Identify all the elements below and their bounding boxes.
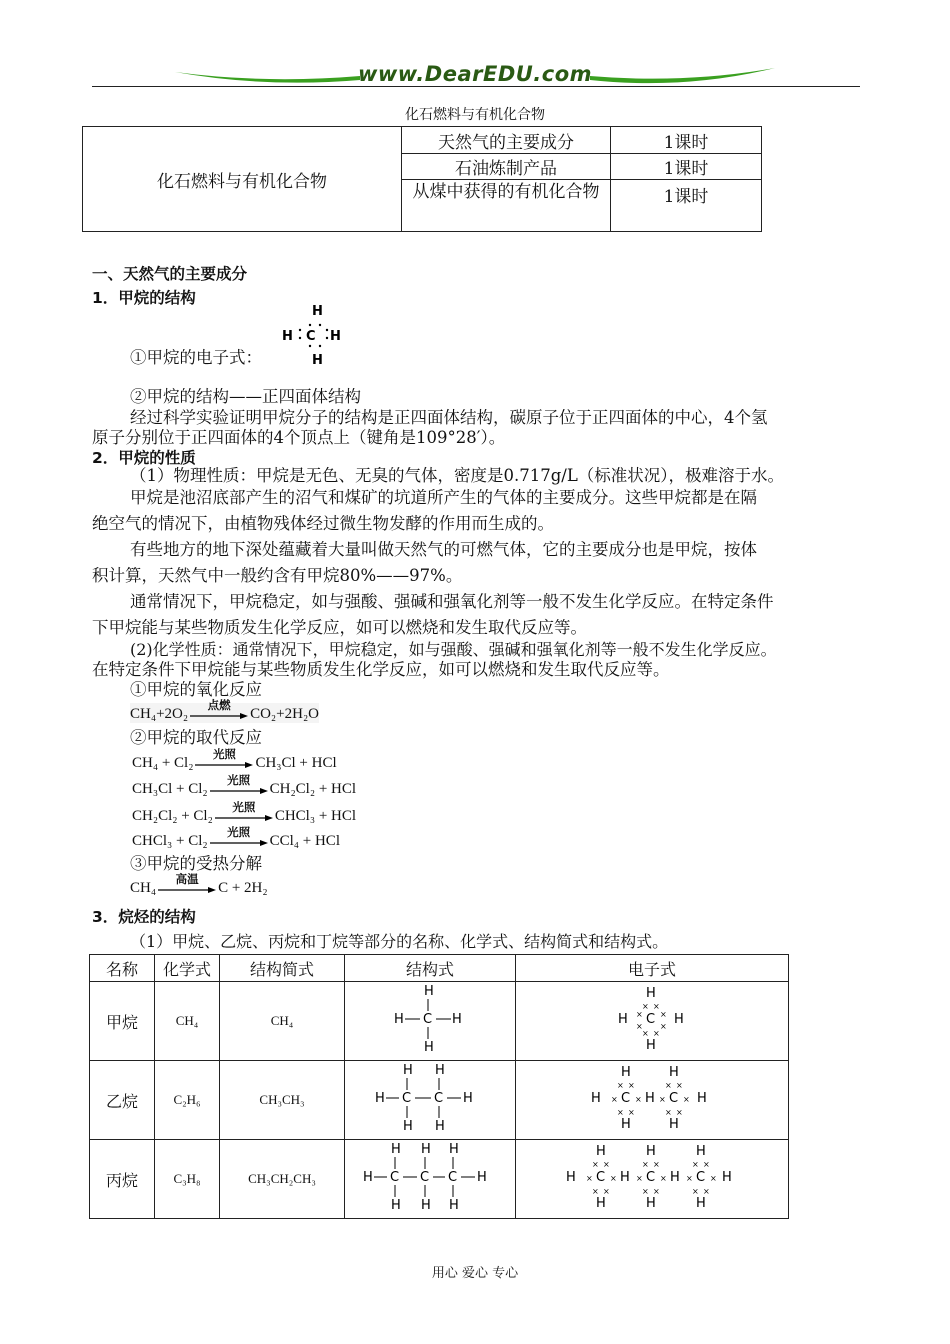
svg-text:H: H [421,1198,431,1213]
svg-text:H: H [363,1170,373,1185]
svg-text:H: H [394,1012,404,1027]
reaction-arrow [195,747,253,772]
reaction-arrow [158,872,216,897]
svg-text:×: × [660,1010,667,1019]
electron-formula [516,982,789,1061]
svg-text:H: H [620,1170,630,1185]
svg-text:×: × [676,1081,683,1090]
svg-text:×: × [617,1108,624,1117]
svg-text:×: × [692,1187,699,1196]
svg-text:H: H [646,1038,656,1053]
eq-right: CH₂Cl₂ + HCl [269,781,357,797]
svg-text:×: × [592,1160,599,1169]
svg-text:H: H [646,1196,656,1211]
svg-text:H: H [670,1170,680,1185]
eq-condition: 点燃 [207,698,231,712]
svg-text:H: H [596,1196,606,1211]
overview-item-name: 天然气的主要成分 [402,127,611,154]
structural-formula [345,1061,516,1140]
propane-electron-diagram [562,1141,742,1213]
svg-text:H: H [449,1198,459,1213]
eq-left: CH₂Cl₂ + Cl₂ [132,808,213,824]
svg-text:C: C [306,329,316,344]
alkane-formula: C₃H₈ [155,1140,220,1219]
table-row [90,982,789,1061]
equation-substitution [132,825,340,850]
svg-text:×: × [642,1029,649,1038]
svg-text:×: × [603,1187,610,1196]
svg-text:C: C [448,1170,458,1185]
svg-text:H: H [674,1012,684,1027]
svg-text:H: H [403,1119,413,1134]
paragraph: 甲烷是池沼底部产生的沼气和煤矿的坑道所产生的气体的主要成分。这些甲烷都是在隔 [130,488,757,507]
svg-text:H: H [722,1170,732,1185]
svg-text:H: H [696,1144,706,1159]
propane-structural-diagram [363,1141,497,1213]
svg-text:×: × [642,1002,649,1011]
svg-text:×: × [603,1160,610,1169]
svg-text:C: C [646,1012,656,1027]
ethane-structural-diagram [375,1062,485,1134]
svg-text:H: H [424,984,434,999]
svg-text:×: × [653,1002,660,1011]
svg-text:×: × [686,1174,693,1183]
svg-text:×: × [653,1187,660,1196]
column-header: 化学式 [155,955,220,982]
column-header: 结构简式 [220,955,345,982]
svg-text:×: × [665,1108,672,1117]
subsection-title: 2．甲烷的性质 [92,449,196,467]
equation-substitution [132,747,337,772]
alkane-condensed: CH₃CH₂CH₃ [220,1140,345,1219]
svg-text:×: × [642,1187,649,1196]
overview-table [82,126,762,232]
header-rule [92,86,860,87]
svg-text:C: C [669,1091,679,1106]
svg-text:×: × [628,1081,635,1090]
svg-text:H: H [391,1198,401,1213]
electron-formula-label: ①甲烷的电子式： [130,348,262,367]
svg-text:×: × [653,1160,660,1169]
svg-text:×: × [610,1174,617,1183]
svg-text:H: H [477,1170,487,1185]
svg-text:H: H [669,1065,679,1080]
subsection-title: 3．烷烃的结构 [92,908,196,926]
reaction-arrow [190,698,248,723]
svg-text:H: H [435,1119,445,1134]
svg-text:C: C [402,1091,412,1106]
svg-text:×: × [642,1160,649,1169]
svg-text:H: H [591,1091,601,1106]
svg-text:H: H [312,304,323,319]
subsection-title: 1．甲烷的结构 [92,289,196,307]
doc-title: 化石燃料与有机化合物 [405,107,545,123]
alkane-formula: CH₄ [155,982,220,1061]
paragraph: (2)化学性质：通常情况下，甲烷稳定，如与强酸、强碱和强氧化剂等一般不发生化学反应。 [130,640,777,659]
paragraph: 下甲烷能与某些物质发生化学反应，如可以燃烧和发生取代反应等。 [92,618,587,637]
svg-text:C: C [423,1012,433,1027]
svg-text:H: H [669,1117,679,1132]
svg-text:H: H [697,1091,707,1106]
eq-left: CH₄ + Cl₂ [132,755,194,771]
svg-text:H: H [282,329,293,344]
svg-text:C: C [434,1091,444,1106]
methane-electron-diagram [612,983,692,1055]
eq-right: CHCl₃ + HCl [274,808,357,824]
eq-left: CH₄ [130,880,157,896]
paragraph: 通常情况下，甲烷稳定，如与强酸、强碱和强氧化剂等一般不发生化学反应。在特定条件 [130,592,774,611]
eq-right: C + 2H₂ [218,880,268,896]
svg-text:C: C [420,1170,430,1185]
svg-text:C: C [390,1170,400,1185]
svg-text:×: × [710,1174,717,1183]
column-header: 电子式 [516,955,789,982]
svg-text:×: × [703,1187,710,1196]
alkane-formula: C₂H₆ [155,1061,220,1140]
electron-formula [516,1061,789,1140]
paragraph: 经过科学实验证明甲烷分子的结构是正四面体结构，碳原子位于正四面体的中心，4个氢 [130,408,768,427]
svg-text:×: × [659,1095,666,1104]
svg-text:×: × [636,1022,643,1031]
eq-right: CH₃Cl + HCl [255,755,337,771]
site-name: www.DearEDU.com [357,62,593,86]
eq-left: CH₄+2O₂ [130,706,189,722]
paragraph: 原子分别位于正四面体的4个顶点上（键角是109°28′）。 [92,428,506,447]
overview-topic: 化石燃料与有机化合物 [83,127,402,232]
svg-text:H: H [330,329,341,344]
reaction-arrow [210,773,268,798]
svg-text:H: H [452,1012,462,1027]
svg-text:H: H [375,1091,385,1106]
svg-text:H: H [463,1091,473,1106]
svg-text:H: H [646,986,656,1001]
section-title: 一、天然气的主要成分 [92,265,248,283]
eq-condition: 光照 [227,825,251,839]
methane-electron-diagram [280,302,350,368]
column-header: 结构式 [345,955,516,982]
eq-left: CHCl₃ + Cl₂ [132,833,208,849]
svg-text:H: H [449,1142,459,1157]
svg-text:×: × [592,1187,599,1196]
site-logo [175,62,775,92]
paragraph: （1）物理性质：甲烷是无色、无臭的气体，密度是0.717g/L（标准状况），极难溶于水。 [130,466,785,485]
electron-formula [516,1140,789,1219]
overview-item-name: 从煤中获得的有机化合物 [402,180,611,232]
reaction-arrow [215,800,273,825]
overview-item-name: 石油炼制产品 [402,154,611,180]
svg-text:×: × [628,1108,635,1117]
svg-text:×: × [611,1095,618,1104]
equation-substitution [132,773,357,798]
paragraph: （1）甲烷、乙烷、丙烷和丁烷等部分的名称、化学式、结构简式和结构式。 [130,932,669,951]
overview-item-hours: 1课时 [611,127,762,154]
svg-text:C: C [621,1091,631,1106]
svg-text:H: H [566,1170,576,1185]
overview-item-hours: 1课时 [611,180,762,232]
svg-text:×: × [636,1174,643,1183]
ethane-electron-diagram [587,1062,717,1134]
paragraph: 有些地方的地下深处蕴藏着大量叫做天然气的可燃气体，它的主要成分也是甲烷，按体 [130,540,757,559]
svg-text:H: H [596,1144,606,1159]
svg-text:×: × [653,1029,660,1038]
svg-text:H: H [621,1117,631,1132]
alkane-condensed: CH₃CH₃ [220,1061,345,1140]
column-header: 名称 [90,955,155,982]
svg-text:×: × [617,1081,624,1090]
alkane-name: 乙烷 [90,1061,155,1140]
svg-text:H: H [312,353,323,368]
svg-text:×: × [703,1160,710,1169]
methane-structural-diagram [390,983,470,1055]
eq-condition: 光照 [227,773,251,787]
svg-text:H: H [621,1065,631,1080]
equation-oxidation [130,698,320,723]
svg-text:H: H [696,1196,706,1211]
eq-right: CO₂+2H₂O [250,706,320,722]
reaction-label: ③甲烷的受热分解 [130,854,262,873]
eq-right: CCl₄ + HCl [269,833,340,849]
svg-text:H: H [645,1091,655,1106]
svg-text:×: × [665,1081,672,1090]
svg-text:H: H [403,1063,413,1078]
svg-text:×: × [586,1174,593,1183]
svg-text:C: C [596,1170,606,1185]
structural-formula [345,1140,516,1219]
structure-label: ②甲烷的结构——正四面体结构 [130,387,361,406]
svg-text:H: H [646,1144,656,1159]
svg-text:H: H [421,1142,431,1157]
paragraph: 在特定条件下甲烷能与某些物质发生化学反应，如可以燃烧和发生取代反应等。 [92,660,670,679]
equation-decomposition [130,872,268,897]
svg-text:H: H [435,1063,445,1078]
reaction-arrow [210,825,268,850]
svg-text:H: H [391,1142,401,1157]
eq-condition: 光照 [212,747,236,761]
svg-text:H: H [424,1040,434,1055]
svg-text:C: C [696,1170,706,1185]
alkane-condensed: CH₄ [220,982,345,1061]
eq-left: CH₃Cl + Cl₂ [132,781,208,797]
svg-text:×: × [660,1022,667,1031]
svg-text:C: C [646,1170,656,1185]
eq-condition: 光照 [232,800,256,814]
paragraph: 积计算，天然气中一般约含有甲烷80%——97%。 [92,566,463,585]
reaction-label: ①甲烷的氧化反应 [130,680,262,699]
svg-text:×: × [635,1095,642,1104]
paragraph: 绝空气的情况下，由植物残体经过微生物发酵的作用而生成的。 [92,514,554,533]
svg-text:H: H [618,1012,628,1027]
table-row [90,1061,789,1140]
svg-text:×: × [660,1174,667,1183]
alkane-table [89,954,789,1219]
structural-formula [345,982,516,1061]
eq-condition: 高温 [175,872,199,886]
svg-text:×: × [676,1108,683,1117]
equation-substitution [132,800,357,825]
alkane-name: 甲烷 [90,982,155,1061]
overview-item-hours: 1课时 [611,154,762,180]
reaction-label: ②甲烷的取代反应 [130,728,262,747]
alkane-name: 丙烷 [90,1140,155,1219]
svg-text:×: × [692,1160,699,1169]
svg-text:×: × [683,1095,690,1104]
page-footer: 用心 爱心 专心 [431,1266,519,1281]
table-row [90,1140,789,1219]
svg-text:×: × [636,1010,643,1019]
